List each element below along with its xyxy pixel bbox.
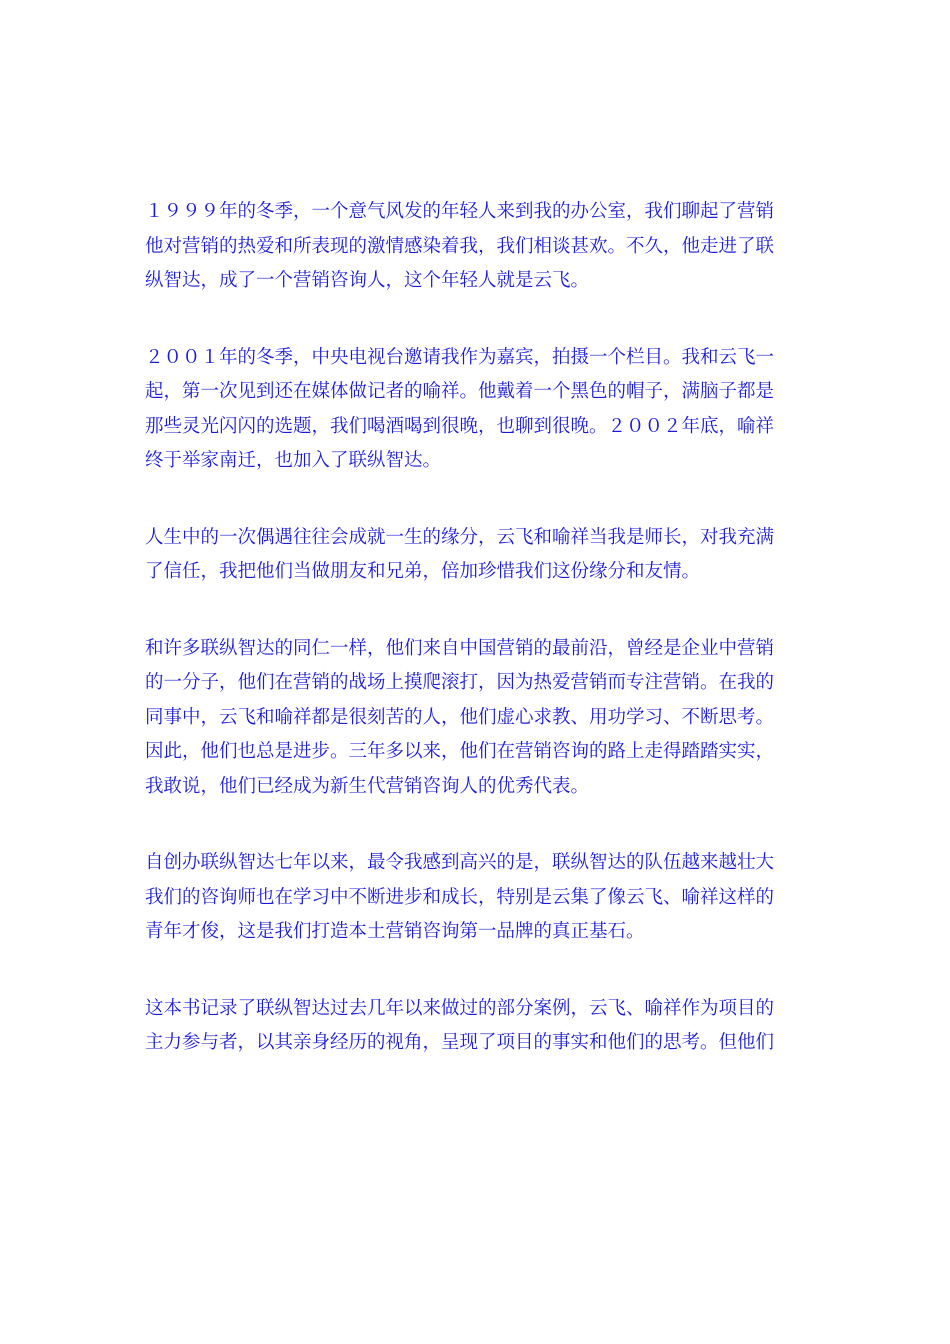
text-line: 和许多联纵智达的同仁一样，他们来自中国营销的最前沿，曾经是企业中营销 xyxy=(145,637,775,659)
paragraph-2 xyxy=(145,341,815,479)
text-line: 了信任，我把他们当做朋友和兄弟，倍加珍惜我们这份缘分和友情。 xyxy=(145,561,701,582)
text-line: 人生中的一次偶遇往往会成就一生的缘分，云飞和喻祥当我是师长，对我充满 xyxy=(145,526,775,548)
paragraph-1 xyxy=(145,195,815,299)
text-line: 他对营销的热爱和所表现的激情感染着我，我们相谈甚欢。不久，他走进了联 xyxy=(145,235,775,257)
text-line: １９９９年的冬季，一个意气风发的年轻人来到我的办公室，我们聊起了营销 xyxy=(145,201,775,222)
text-line: ２００１年的冬季，中央电视台邀请我作为嘉宾，拍摄一个栏目。我和云飞一 xyxy=(145,346,775,368)
paragraph-4 xyxy=(145,632,815,805)
text-line: 主力参与者，以其亲身经历的视角，呈现了项目的事实和他们的思考。但他们 xyxy=(145,1032,775,1053)
text-line: 我敢说，他们已经成为新生代营销咨询人的优秀代表。 xyxy=(145,775,590,797)
paragraph-3 xyxy=(145,521,815,590)
text-line: 这本书记录了联纵智达过去几年以来做过的部分案例，云飞、喻祥作为项目的 xyxy=(145,997,775,1019)
paragraph-6 xyxy=(145,992,815,1061)
document-body xyxy=(145,195,815,1103)
text-line: 因此，他们也总是进步。三年多以来，他们在营销咨询的路上走得踏踏实实， xyxy=(145,741,775,762)
text-line: 的一分子，他们在营销的战场上摸爬滚打，因为热爱营销而专注营销。在我的 xyxy=(145,672,775,693)
text-line: 纵智达，成了一个营销咨询人，这个年轻人就是云飞。 xyxy=(145,270,590,291)
text-line: 青年才俊，这是我们打造本土营销咨询第一品牌的真正基石。 xyxy=(145,921,645,942)
text-line: 同事中，云飞和喻祥都是很刻苦的人，他们虚心求教、用功学习、不断思考。 xyxy=(145,706,775,728)
text-line: 终于举家南迁，也加入了联纵智达。 xyxy=(145,450,442,471)
text-line: 自创办联纵智达七年以来，最令我感到高兴的是，联纵智达的队伍越来越壮大 xyxy=(145,852,775,873)
text-line: 那些灵光闪闪的选题，我们喝酒喝到很晚，也聊到很晚。２００２年底，喻祥 xyxy=(145,415,775,437)
text-line: 起，第一次见到还在媒体做记者的喻祥。他戴着一个黑色的帽子，满脑子都是 xyxy=(145,381,775,402)
paragraph-5 xyxy=(145,846,815,950)
text-line: 我们的咨询师也在学习中不断进步和成长，特别是云集了像云飞、喻祥这样的 xyxy=(145,886,775,908)
